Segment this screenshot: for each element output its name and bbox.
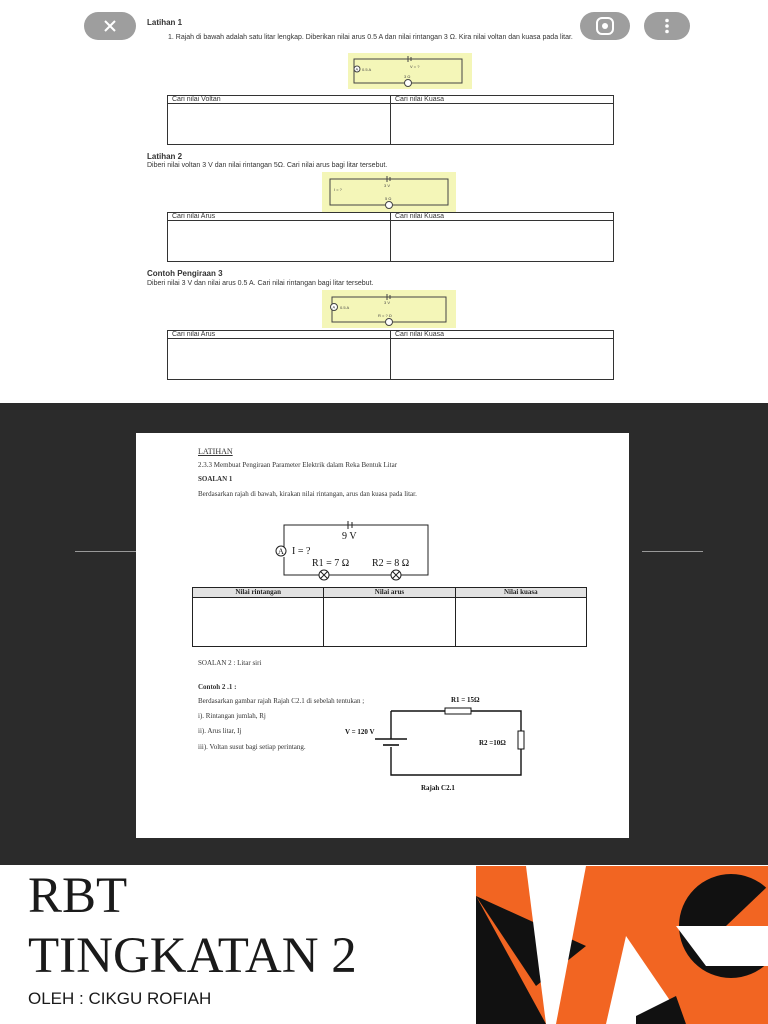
close-icon	[103, 19, 117, 33]
more-options-button[interactable]	[644, 12, 690, 40]
soalan1-heading: SOALAN 1	[198, 475, 233, 483]
latihan2-current-label: I = ?	[334, 187, 342, 192]
separator-band-bottom	[0, 838, 768, 865]
soalan1-current-label: I = ?	[292, 546, 311, 557]
rajah-r2-label: R2 =10Ω	[479, 739, 506, 747]
rajah-caption: Rajah C2.1	[421, 784, 455, 792]
latihan1-col-voltan: Cari nilai Voltan	[168, 96, 390, 104]
worksheet-page-1	[0, 0, 768, 403]
contoh3-col-arus: Cari nilai Arus	[168, 331, 390, 339]
col-nilai-kuasa: Nilai kuasa	[456, 588, 586, 598]
contoh3-circuit	[322, 290, 456, 328]
rajah-voltage-label: V = 120 V	[345, 728, 375, 736]
contoh3-voltage-label: 3 V	[384, 300, 391, 305]
cover-author: OLEH : CIKGU ROFIAH	[28, 989, 212, 1008]
separator-band-top	[0, 403, 768, 433]
page2-heading: LATIHAN	[198, 447, 233, 456]
soalan1-answer-table	[192, 587, 587, 647]
soalan1-r2-label: R2 = 8 Ω	[372, 558, 410, 569]
soalan1-circuit	[256, 517, 456, 583]
contoh3-resistor-label: R = ? Ω	[378, 313, 392, 318]
lens-icon	[595, 16, 615, 36]
contoh21-heading: Contoh 2 .1 :	[198, 683, 237, 691]
col-nilai-arus: Nilai arus	[324, 588, 454, 598]
contoh21-line-2: i). Rintangan jumlah, Rj	[198, 712, 266, 720]
divider-right	[642, 551, 703, 552]
latihan1-circuit	[348, 53, 472, 89]
latihan2-col-kuasa: Cari nilai Kuasa	[391, 213, 613, 221]
latihan1-title: Latihan 1	[147, 18, 183, 27]
soalan1-ammeter-label: A	[278, 547, 284, 556]
latihan1-question: 1. Rajah di bawah adalah satu litar lengkap. Diberikan nilai arus 0.5 A dan nilai rintangan 3 Ω. Kira nilai voltan dan kuasa pada litar.	[168, 34, 573, 41]
contoh3-current-label: 0.5 A	[340, 305, 350, 310]
cover-title-line-2: TINGKATAN 2	[28, 928, 357, 984]
latihan2-answer-table	[167, 212, 614, 262]
latihan1-ammeter-label: A	[355, 66, 359, 72]
latihan2-resistor-label: 5 Ω	[385, 196, 392, 201]
latihan1-answer-table	[167, 95, 614, 145]
soalan1-instruction: Berdasarkan rajah di bawah, kirakan nilai rintangan, arus dan kuasa pada litar.	[198, 490, 417, 498]
latihan1-resistor-label: 3 Ω	[404, 74, 411, 79]
soalan1-r1-label: R1 = 7 Ω	[312, 558, 350, 569]
more-vertical-icon	[664, 18, 670, 34]
col-nilai-rintangan: Nilai rintangan	[193, 588, 323, 598]
latihan2-question: Diberi nilai voltan 3 V dan nilai rintangan 5Ω. Cari nilai arus bagi litar tersebut.	[147, 162, 388, 169]
soalan2-heading: SOALAN 2 : Litar siri	[198, 659, 262, 667]
contoh21-line-1: Berdasarkan gambar rajah Rajah C2.1 di sebelah tentukan ;	[198, 697, 365, 705]
latihan1-voltage-label: V = ?	[410, 64, 420, 69]
rajah-c21-diagram	[341, 689, 531, 793]
latihan2-col-arus: Cari nilai Arus	[168, 213, 390, 221]
contoh3-col-kuasa: Cari nilai Kuasa	[391, 331, 613, 339]
latihan1-col-kuasa: Cari nilai Kuasa	[391, 96, 613, 104]
contoh21-line-4: iii). Voltan susut bagi setiap perintang.	[198, 743, 306, 751]
divider-left	[75, 551, 136, 552]
soalan1-voltage-label: 9 V	[342, 531, 357, 542]
close-button[interactable]	[84, 12, 136, 40]
latihan2-title: Latihan 2	[147, 152, 183, 161]
latihan1-current-label: 0.5 A	[362, 67, 372, 72]
contoh3-question: Diberi nilai 3 V dan nilai arus 0.5 A. Cari nilai rintangan bagi litar tersebut.	[147, 280, 374, 287]
latihan2-circuit	[322, 172, 456, 212]
contoh3-title: Contoh Pengiraan 3	[147, 269, 223, 278]
page2-subtitle: 2.3.3 Membuat Pengiraan Parameter Elektrik dalam Reka Bentuk Litar	[198, 461, 398, 469]
worksheet-page-2	[136, 433, 629, 838]
latihan2-voltage-label: 3 V	[384, 183, 391, 188]
contoh3-answer-table	[167, 330, 614, 380]
contoh21-line-3: ii). Arus litar, Ij	[198, 727, 242, 735]
cover-title-line-1: RBT	[28, 868, 128, 924]
contoh3-ammeter-label: A	[332, 304, 336, 310]
cover-artwork	[476, 866, 768, 1024]
rajah-r1-label: R1 = 15Ω	[451, 696, 480, 704]
